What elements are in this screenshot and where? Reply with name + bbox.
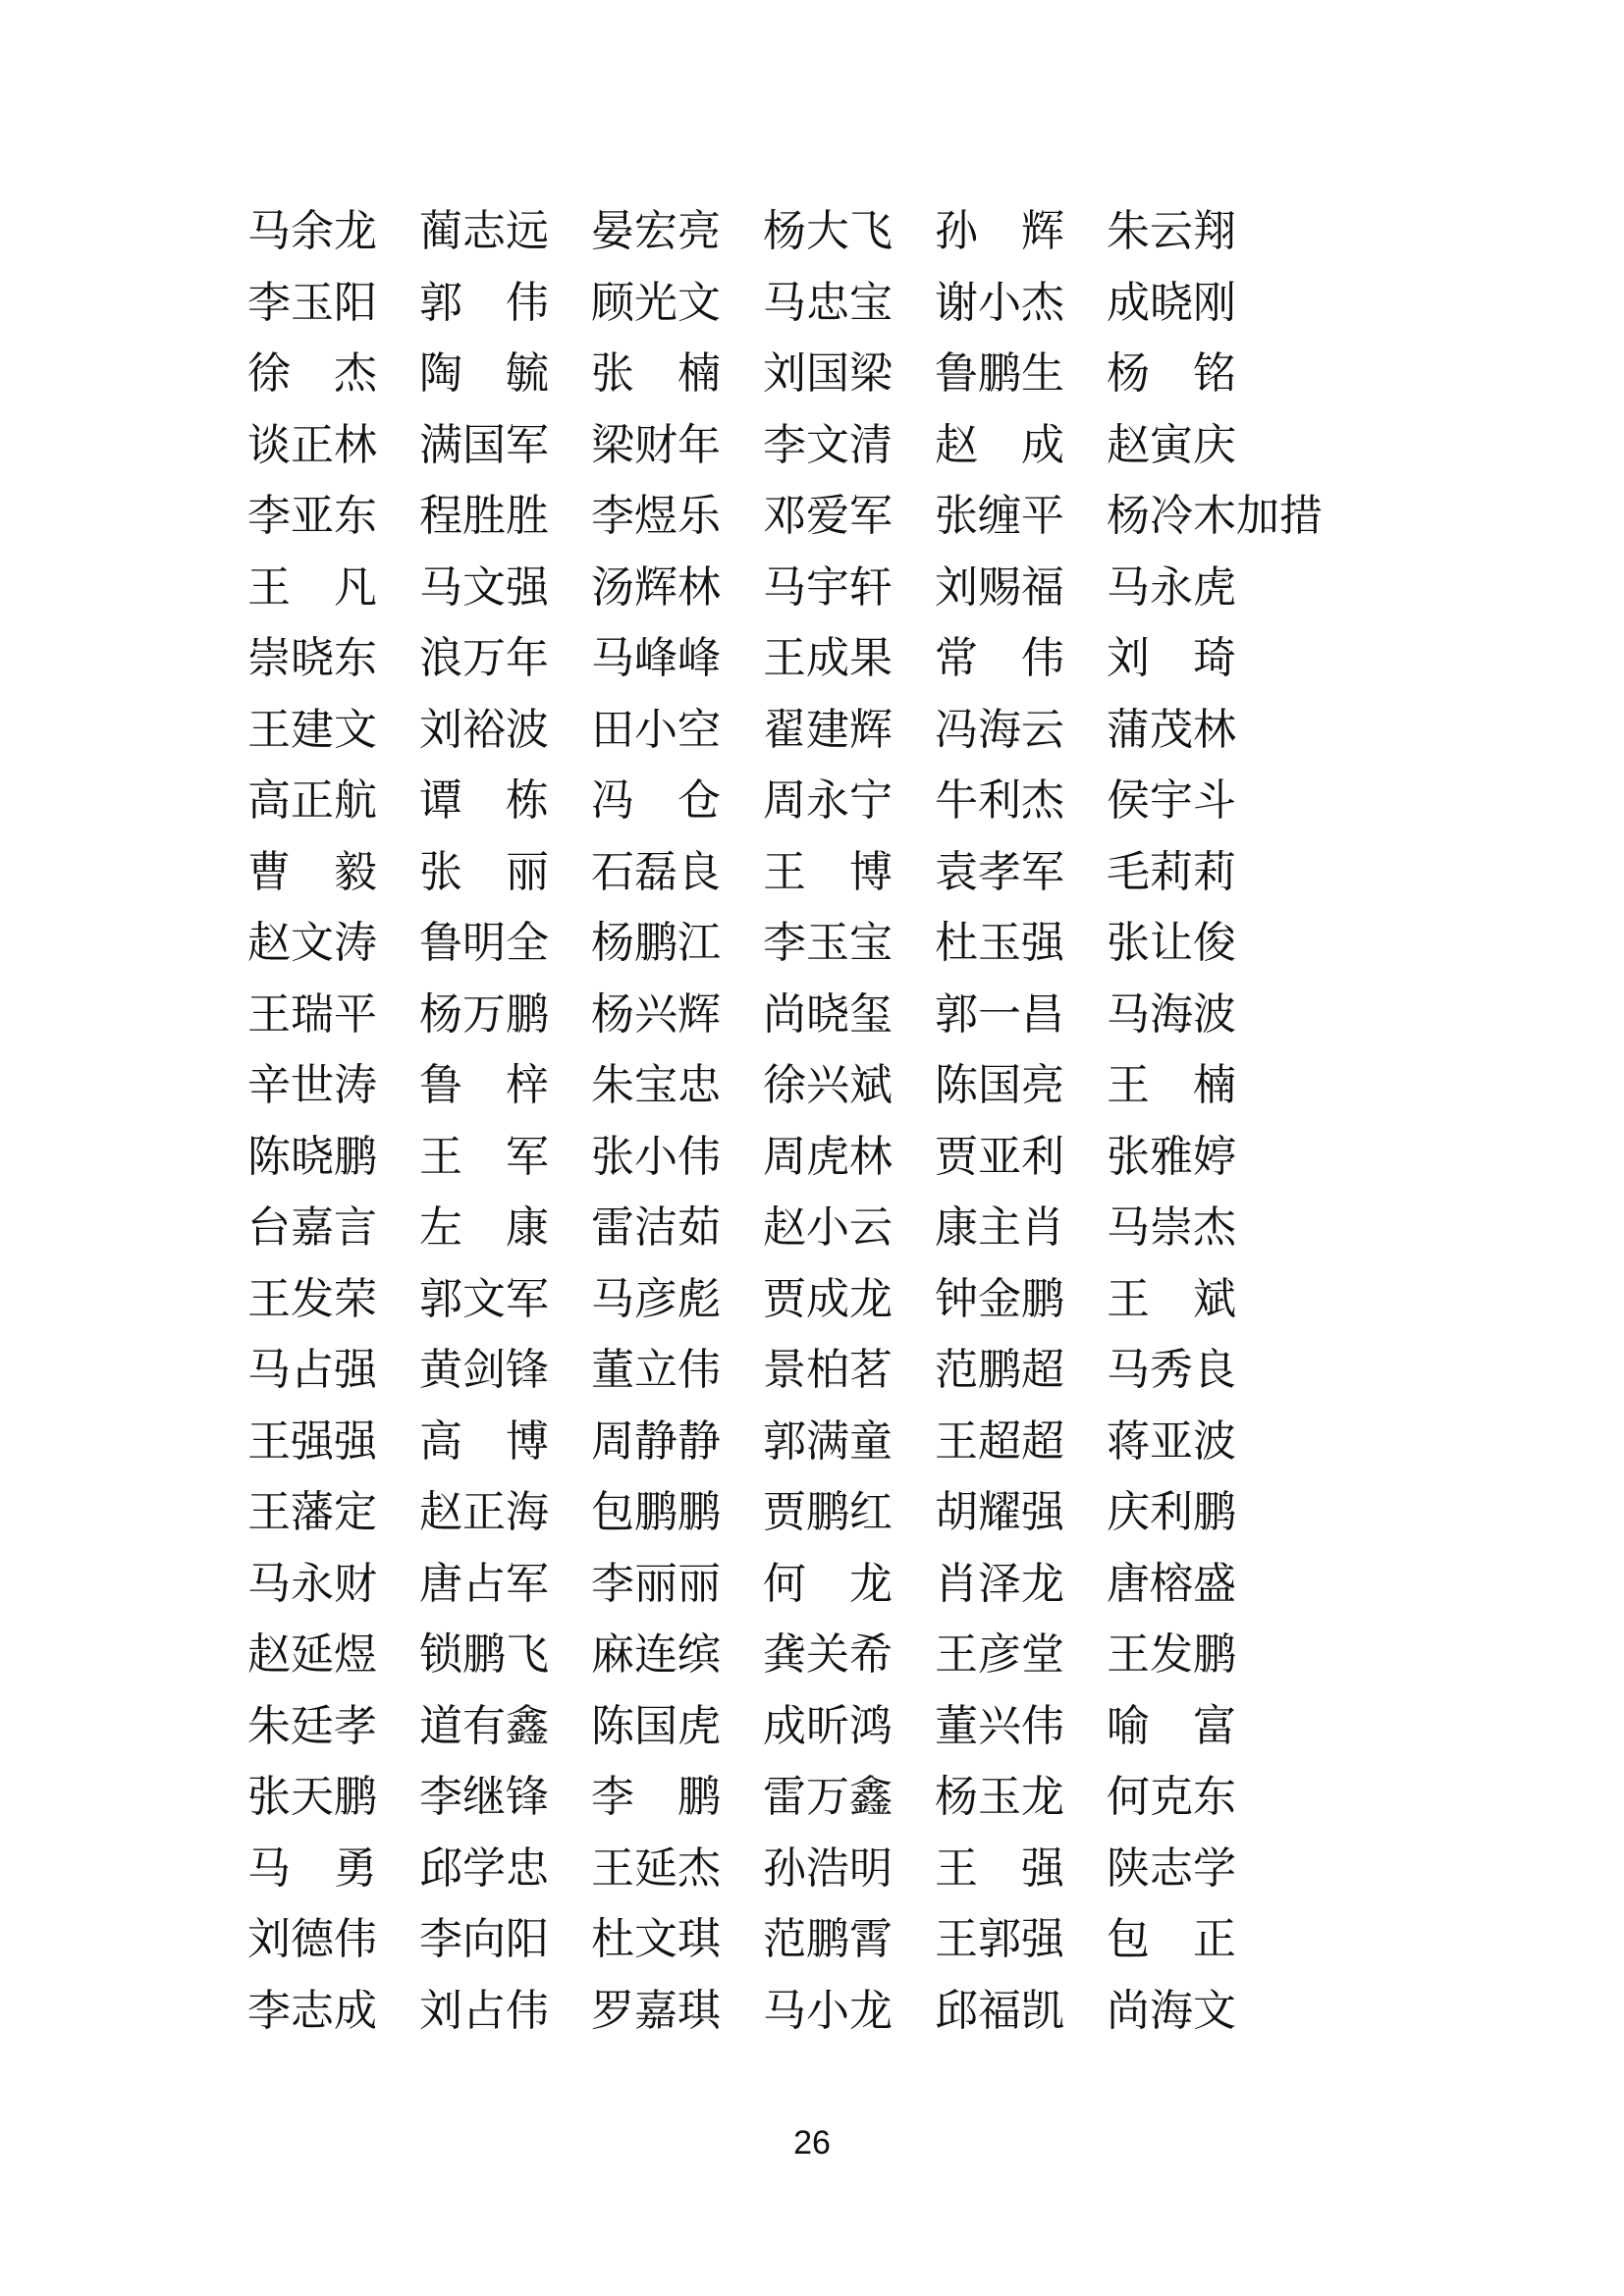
name-cell: 张小伟 [591,1132,721,1181]
name-cell: 张雅婷 [1107,1132,1236,1181]
name-cell: 刘裕波 [419,705,549,754]
name-cell: 景柏茗 [763,1346,893,1395]
name-cell: 李向阳 [419,1915,549,1964]
name-cell: 李煜乐 [591,492,721,541]
name-cell: 李继锋 [419,1773,549,1822]
name-cell: 钟金鹏 [935,1274,1064,1323]
name-cell: 王 楠 [1107,1061,1236,1110]
name-cell: 王发荣 [247,1274,377,1323]
name-cell: 陕志学 [1107,1843,1236,1893]
name-cell: 高正航 [247,776,377,826]
name-cell: 王发鹏 [1107,1630,1236,1680]
name-cell: 胡耀强 [935,1488,1064,1537]
name-cell: 康主肖 [935,1203,1064,1253]
name-cell: 周永宁 [763,776,893,826]
name-cell: 贾成龙 [763,1274,893,1323]
name-cell: 马余龙 [247,207,377,256]
name-cell: 毛莉莉 [1107,847,1236,896]
name-cell: 肖泽龙 [935,1559,1064,1608]
name-cell: 赵 成 [935,420,1064,469]
name-cell: 李丽丽 [591,1559,721,1608]
name-cell: 雷洁茹 [591,1203,721,1253]
name-cell: 王 凡 [247,562,377,612]
name-cell: 邓爱军 [763,492,893,541]
name-cell: 董立伟 [591,1346,721,1395]
name-cell: 成晓刚 [1107,278,1236,327]
name-cell: 曹 毅 [247,847,377,896]
name-cell: 常 伟 [935,634,1064,683]
name-cell: 郭文军 [419,1274,549,1323]
name-cell: 马忠宝 [763,278,893,327]
name-cell: 贾亚利 [935,1132,1064,1181]
name-cell: 张让俊 [1107,919,1236,968]
name-cell: 邱福凯 [935,1986,1064,2035]
name-cell: 汤辉林 [591,562,721,612]
name-cell: 赵寅庆 [1107,420,1236,469]
name-cell: 喻 富 [1107,1701,1236,1750]
name-cell: 鲁明全 [419,919,549,968]
name-cell: 李 鹏 [591,1773,721,1822]
name-cell: 蔺志远 [419,207,549,256]
name-cell: 崇晓东 [247,634,377,683]
name-cell: 王彦堂 [935,1630,1064,1680]
name-list [247,196,1323,2047]
name-cell: 王延杰 [591,1843,721,1893]
name-cell: 唐榕盛 [1107,1559,1236,1608]
name-cell: 董兴伟 [935,1701,1064,1750]
name-cell: 道有鑫 [419,1701,549,1750]
name-cell: 冯海云 [935,705,1064,754]
name-cell: 尚海文 [1107,1986,1236,2035]
name-cell: 程胜胜 [419,492,549,541]
name-cell: 雷万鑫 [763,1773,893,1822]
name-cell: 王瑞平 [247,989,377,1039]
name-cell: 何 龙 [763,1559,893,1608]
name-cell: 徐兴斌 [763,1061,893,1110]
name-cell: 张 楠 [591,349,721,399]
name-cell: 陈国虎 [591,1701,721,1750]
name-cell: 周虎林 [763,1132,893,1181]
name-cell: 石磊良 [591,847,721,896]
name-cell: 孙浩明 [763,1843,893,1893]
name-cell: 杨大飞 [763,207,893,256]
name-cell: 侯宇斗 [1107,776,1236,826]
name-cell: 王 军 [419,1132,549,1181]
name-cell: 罗嘉琪 [591,1986,721,2035]
name-cell: 左 康 [419,1203,549,1253]
name-cell: 谢小杰 [935,278,1064,327]
name-cell: 马占强 [247,1346,377,1395]
name-cell: 成昕鸿 [763,1701,893,1750]
name-cell: 马秀良 [1107,1346,1236,1395]
name-cell: 王 斌 [1107,1274,1236,1323]
name-cell: 袁孝军 [935,847,1064,896]
name-cell: 赵正海 [419,1488,549,1537]
name-cell: 杨冷木加措 [1107,492,1323,541]
name-cell: 徐 杰 [247,349,377,399]
name-cell: 顾光文 [591,278,721,327]
name-cell: 王超超 [935,1416,1064,1466]
name-cell: 张 丽 [419,847,549,896]
name-cell: 郭一昌 [935,989,1064,1039]
name-cell: 王建文 [247,705,377,754]
name-cell: 马彦彪 [591,1274,721,1323]
name-cell: 马峰峰 [591,634,721,683]
name-cell: 陈晓鹏 [247,1132,377,1181]
name-cell: 杜文琪 [591,1915,721,1964]
name-cell: 马文强 [419,562,549,612]
name-cell: 刘占伟 [419,1986,549,2035]
name-cell: 辛世涛 [247,1061,377,1110]
name-cell: 杨 铭 [1107,349,1236,399]
name-cell: 杨鹏江 [591,919,721,968]
name-cell: 满国军 [419,420,549,469]
name-cell: 高 博 [419,1416,549,1466]
name-cell: 王强强 [247,1416,377,1466]
name-cell: 翟建辉 [763,705,893,754]
name-cell: 李玉阳 [247,278,377,327]
name-cell: 李文清 [763,420,893,469]
name-cell: 龚关希 [763,1630,893,1680]
name-cell: 马崇杰 [1107,1203,1236,1253]
name-cell: 范鹏霄 [763,1915,893,1964]
name-cell: 刘国梁 [763,349,893,399]
name-cell: 赵文涛 [247,919,377,968]
name-cell: 蒲茂林 [1107,705,1236,754]
name-cell: 王郭强 [935,1915,1064,1964]
name-cell: 郭 伟 [419,278,549,327]
name-cell: 何克东 [1107,1773,1236,1822]
name-cell: 鲁 梓 [419,1061,549,1110]
name-cell: 马永财 [247,1559,377,1608]
name-cell: 马小龙 [763,1986,893,2035]
name-cell: 朱云翔 [1107,207,1236,256]
name-cell: 刘赐福 [935,562,1064,612]
name-cell: 贾鹏红 [763,1488,893,1537]
name-cell: 麻连缤 [591,1630,721,1680]
name-cell: 陈国亮 [935,1061,1064,1110]
name-cell: 牛利杰 [935,776,1064,826]
name-cell: 周静静 [591,1416,721,1466]
name-cell: 王 博 [763,847,893,896]
name-cell: 杨万鹏 [419,989,549,1039]
name-cell: 包 正 [1107,1915,1236,1964]
name-cell: 张天鹏 [247,1773,377,1822]
name-cell: 台嘉言 [247,1203,377,1253]
name-cell: 包鹏鹏 [591,1488,721,1537]
name-cell: 赵小云 [763,1203,893,1253]
name-cell: 孙 辉 [935,207,1064,256]
name-cell: 李志成 [247,1986,377,2035]
name-cell: 谭 栋 [419,776,549,826]
name-cell: 尚晓玺 [763,989,893,1039]
name-cell: 浪万年 [419,634,549,683]
name-cell: 朱廷孝 [247,1701,377,1750]
name-cell: 范鹏超 [935,1346,1064,1395]
name-cell: 马 勇 [247,1843,377,1893]
page-number: 26 [793,2124,831,2162]
name-cell: 冯 仓 [591,776,721,826]
name-cell: 杨兴辉 [591,989,721,1039]
name-cell: 晏宏亮 [591,207,721,256]
name-cell: 刘 琦 [1107,634,1236,683]
name-cell: 李玉宝 [763,919,893,968]
name-cell: 赵延煜 [247,1630,377,1680]
name-cell: 邱学忠 [419,1843,549,1893]
name-cell: 马宇轩 [763,562,893,612]
name-cell: 张缠平 [935,492,1064,541]
name-cell: 锁鹏飞 [419,1630,549,1680]
name-cell: 朱宝忠 [591,1061,721,1110]
name-cell: 马海波 [1107,989,1236,1039]
name-cell: 王 强 [935,1843,1064,1893]
name-cell: 黄剑锋 [419,1346,549,1395]
name-cell: 杨玉龙 [935,1773,1064,1822]
name-cell: 鲁鹏生 [935,349,1064,399]
name-cell: 谈正林 [247,420,377,469]
name-cell: 陶 毓 [419,349,549,399]
name-cell: 田小空 [591,705,721,754]
name-cell: 唐占军 [419,1559,549,1608]
name-cell: 刘德伟 [247,1915,377,1964]
name-cell: 马永虎 [1107,562,1236,612]
name-cell: 郭满童 [763,1416,893,1466]
name-cell: 杜玉强 [935,919,1064,968]
name-cell: 王藩定 [247,1488,377,1537]
name-cell: 王成果 [763,634,893,683]
name-cell: 庆利鹏 [1107,1488,1236,1537]
name-cell: 蒋亚波 [1107,1416,1236,1466]
name-cell: 李亚东 [247,492,377,541]
name-cell: 梁财年 [591,420,721,469]
